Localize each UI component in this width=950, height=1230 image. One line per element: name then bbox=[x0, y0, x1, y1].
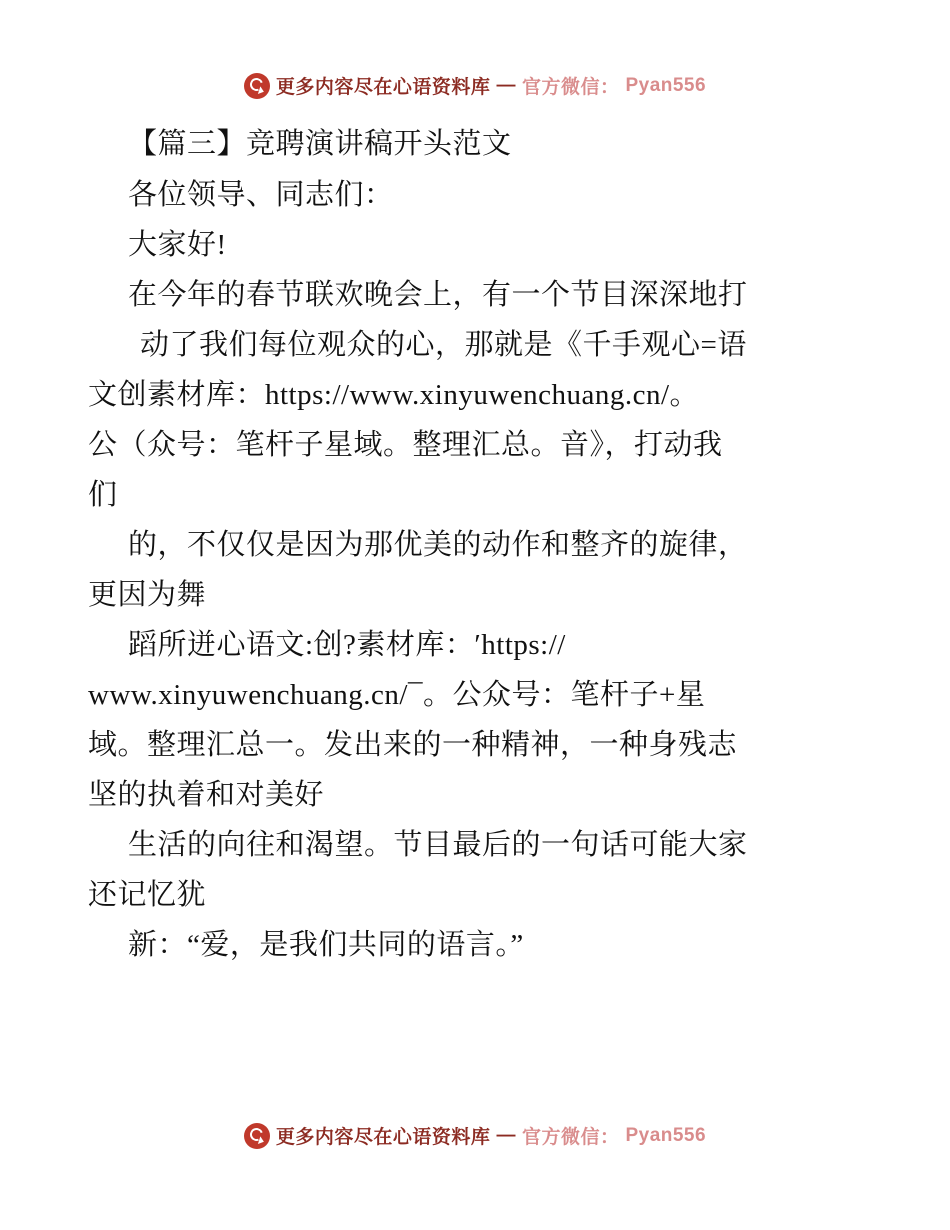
watermark-separator: — bbox=[496, 1124, 516, 1146]
paragraph-line: 在今年的春节联欢晚会上，有一个节目深深地打 bbox=[128, 279, 748, 311]
page-title: 【篇三】竞聘演讲稿开头范文 bbox=[128, 128, 512, 160]
paragraph-line: 们 bbox=[88, 479, 118, 511]
watermark-main-text: 更多内容尽在心语资料库 bbox=[275, 77, 491, 98]
paragraph-line: www.xinyuwenchuang.cn/¯。公众号：笔杆子+星 bbox=[88, 679, 706, 711]
watermark-main-text: 更多内容尽在心语资料库 bbox=[275, 1127, 491, 1148]
paragraph-line: 坚的执着和对美好 bbox=[88, 779, 325, 811]
watermark-account-id: Pyan556 bbox=[625, 74, 707, 96]
paragraph-line: 各位领导、同志们： bbox=[128, 179, 394, 211]
watermark-sub-text: 官方微信： bbox=[521, 1127, 620, 1148]
watermark-bottom bbox=[0, 1122, 950, 1149]
paragraph-line: 生活的向往和渴望。节目最后的一句话可能大家 bbox=[128, 829, 748, 861]
paragraph-line: 更因为舞 bbox=[88, 579, 207, 611]
document-text-body bbox=[88, 118, 868, 970]
paragraph-line: 域。整理汇总一。发出来的一种精神，一种身残志 bbox=[88, 729, 738, 761]
watermark-account-id: Pyan556 bbox=[625, 1124, 707, 1146]
watermark-top bbox=[0, 72, 950, 99]
paragraph-line: 蹈所迸心语文:创?素材库：′https:// bbox=[128, 629, 566, 661]
paragraph-line: 新：“爱，是我们共同的语言。” bbox=[128, 929, 524, 961]
watermark-separator: — bbox=[496, 74, 516, 96]
circle-arrow-logo-icon bbox=[244, 73, 270, 99]
watermark-sub-text: 官方微信： bbox=[521, 77, 620, 98]
paragraph-line: 大家好! bbox=[128, 229, 227, 261]
paragraph-line: 文创素材库：https://www.xinyuwenchuang.cn/。 bbox=[88, 379, 700, 411]
paragraph-line: 的，不仅仅是因为那优美的动作和整齐的旋律， bbox=[128, 529, 748, 561]
paragraph-line: 公（众号：笔杆子星域。整理汇总。音》，打动我 bbox=[88, 429, 723, 461]
paragraph-line: 动了我们每位观众的心，那就是《千手观心=语 bbox=[140, 329, 747, 361]
paragraph-line: 还记忆犹 bbox=[88, 879, 207, 911]
circle-arrow-logo-icon bbox=[244, 1123, 270, 1149]
